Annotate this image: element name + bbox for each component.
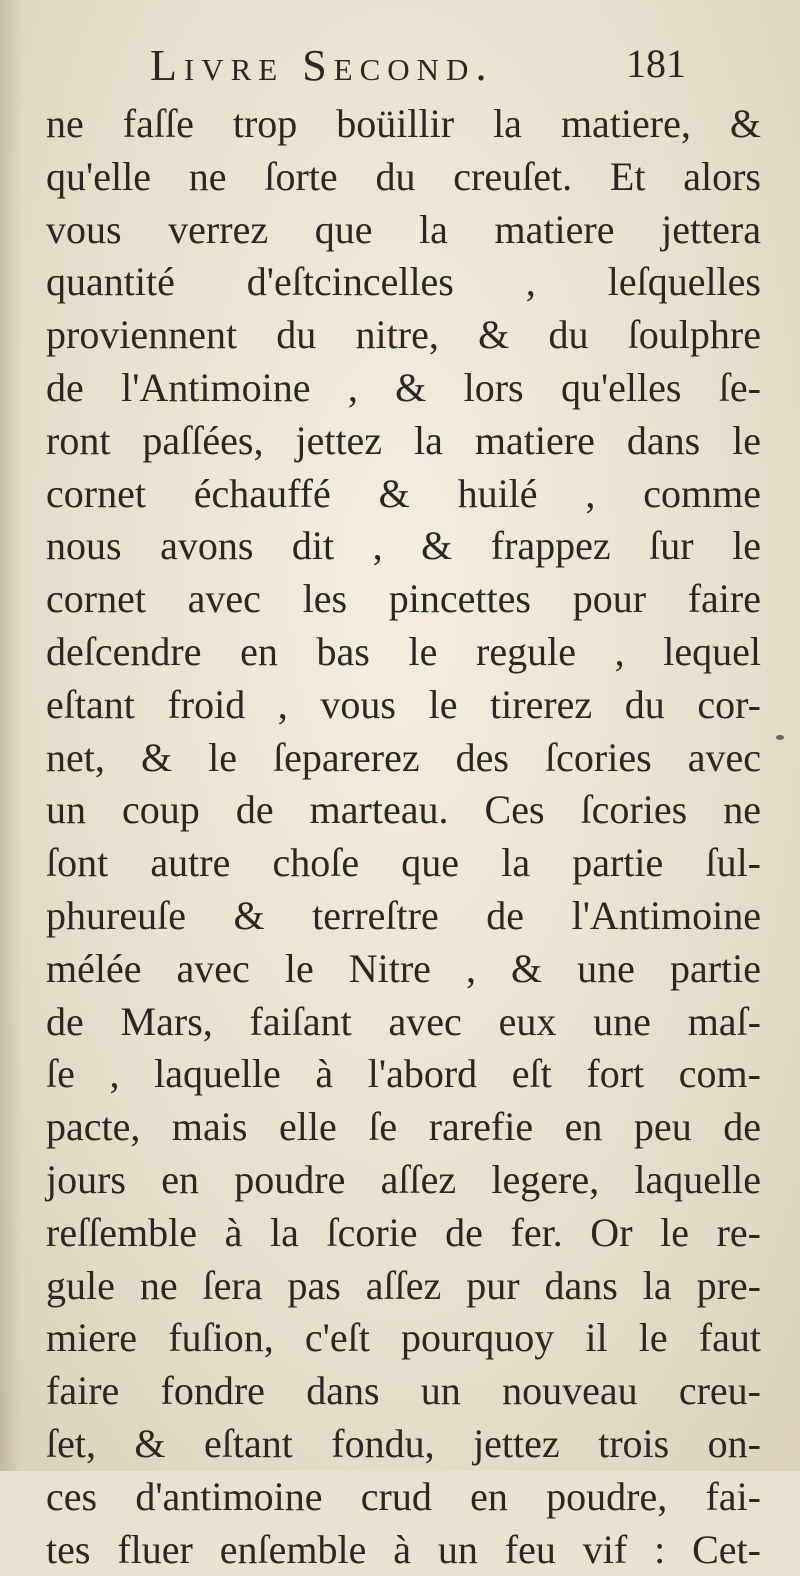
text-line: phureuſe & terreſtre de l'Antimoine bbox=[46, 892, 761, 938]
text-line: nous avons dit , & frappez ſur le bbox=[46, 523, 761, 569]
text-line: ſe , laquelle à l'abord eſt fort com- bbox=[46, 1051, 761, 1097]
text-line: ces d'antimoine crud en poudre, fai- bbox=[46, 1473, 761, 1519]
text-line: deſcendre en bas le regule , lequel bbox=[46, 628, 761, 674]
text-line: un coup de marteau. Ces ſcories ne bbox=[46, 787, 761, 833]
text-line: proviennent du nitre, & du ſoulphre bbox=[46, 312, 761, 358]
text-line: gule ne ſera pas aſſez pur dans la pre- bbox=[46, 1262, 761, 1308]
text-line: ſet, & eſtant fondu, jettez trois on- bbox=[46, 1420, 761, 1466]
gutter-shadow bbox=[0, 0, 22, 1471]
running-head-title: Livre Second. bbox=[150, 41, 494, 90]
running-head bbox=[150, 40, 710, 100]
page-number: 181 bbox=[626, 41, 686, 86]
text-line: eſtant froid , vous le tirerez du cor- bbox=[46, 681, 761, 727]
text-line: jours en poudre aſſez legere, laquelle bbox=[46, 1156, 761, 1202]
text-line: qu'elle ne ſorte du creuſet. Et alors bbox=[46, 153, 761, 199]
text-line: ſont autre choſe que la partie ſul- bbox=[46, 840, 761, 886]
text-line: quantité d'eſtcincelles , leſquelles bbox=[46, 259, 761, 305]
text-line: tes fluer enſemble à un feu vif : Cet- bbox=[46, 1526, 761, 1572]
text-line: faire fondre dans un nouveau creu- bbox=[46, 1368, 761, 1414]
body-text bbox=[46, 98, 761, 1576]
text-line: ront paſſées, jettez la matiere dans le bbox=[46, 417, 761, 463]
text-line: reſſemble à la ſcorie de fer. Or le re- bbox=[46, 1209, 761, 1255]
text-line: cornet échauffé & huilé , comme bbox=[46, 470, 761, 516]
text-line: de l'Antimoine , & lors qu'elles ſe- bbox=[46, 364, 761, 410]
text-line: vous verrez que la matiere jettera bbox=[46, 206, 761, 252]
text-line: net, & le ſeparerez des ſcories avec bbox=[46, 734, 761, 780]
text-line: ne faſſe trop boüillir la matiere, & bbox=[46, 101, 761, 146]
text-line: mélée avec le Nitre , & une partie bbox=[46, 945, 761, 991]
text-line: pacte, mais elle ſe rarefie en peu de bbox=[46, 1104, 761, 1150]
text-line: miere fuſion, c'eſt pourquoy il le faut bbox=[46, 1315, 761, 1361]
ink-speck bbox=[776, 735, 784, 740]
text-line: de Mars, faiſant avec eux une maſ- bbox=[46, 998, 761, 1044]
text-line: cornet avec les pincettes pour faire bbox=[46, 576, 761, 622]
